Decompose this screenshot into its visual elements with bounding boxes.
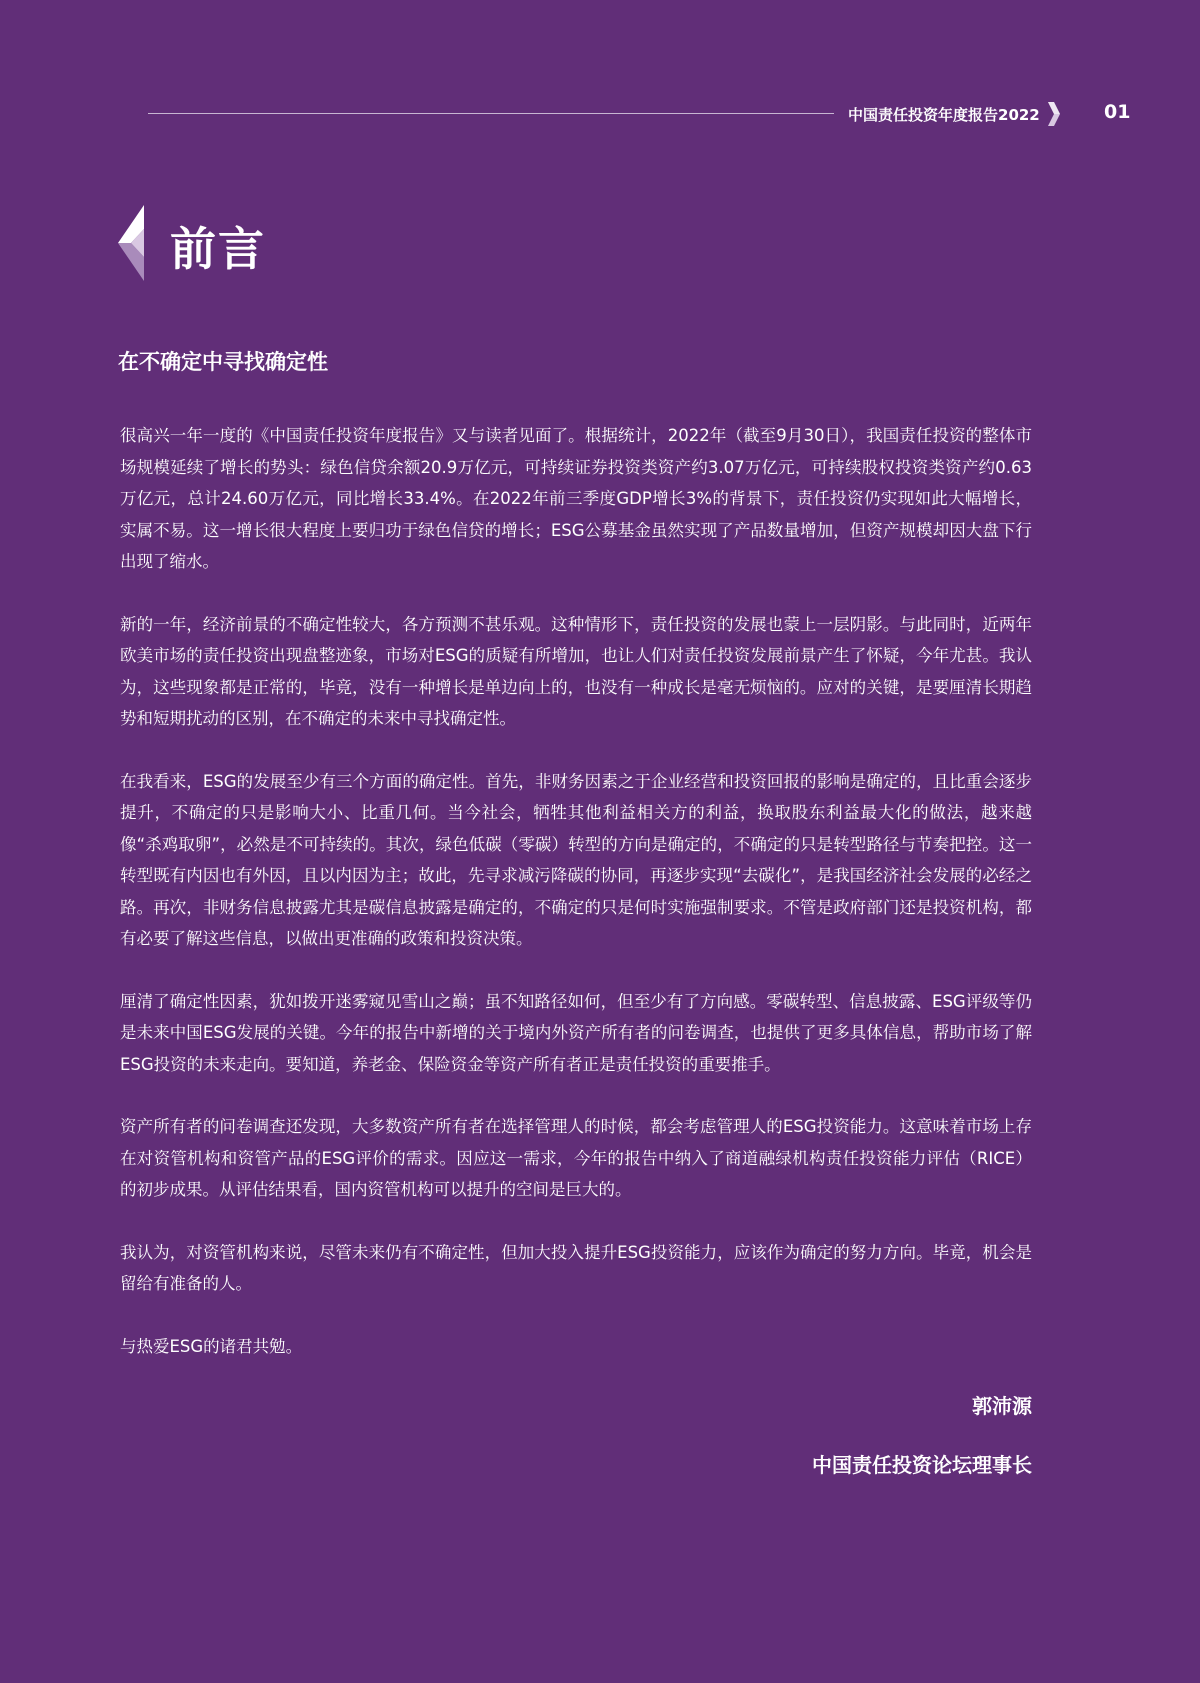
section-subtitle: 在不确定中寻找确定性: [118, 350, 328, 374]
report-title: 中国责任投资年度报告2022: [848, 106, 1040, 124]
paragraph-7: 与热爱ESG的诸君共勉。: [120, 1336, 303, 1356]
page-title: 前言: [170, 222, 266, 276]
paragraph-3: 在我看来，ESG的发展至少有三个方面的确定性。首先，非财务因素之于企业经营和投资回报的影响是确定的，且比重会逐步提升，不确定的只是影响大小、比重几何。当今社会，牺牲其他利益相关方的利益，换取股东利益最大化的做法，越来越像“杀鸡取卵”，必然是不可持续的。其次，绿色低碳（零碳）转型的方向是确定的，不确定的只是转型路径与节奏把控。这一转型既有内因也有外因，且以内因为主；故此，先寻求减污降碳的协同，再逐步实现“去碳化”，是我国经济社会发展的必经之路。再次，非财务信息披露尤其是碳信息披露是确定的，不确定的只是何时实施强制要求。不管是政府部门还是投资机构，都有必要了解这些信息，以做出更准确的政策和投资决策。: [120, 771, 1032, 948]
chevron-right-icon: [1048, 102, 1060, 126]
paragraph-6: 我认为，对资管机构来说，尽管未来仍有不确定性，但加大投入提升ESG投资能力，应该作为确定的努力方向。毕竟，机会是留给有准备的人。: [120, 1242, 1032, 1293]
paragraph-5: 资产所有者的问卷调查还发现，大多数资产所有者在选择管理人的时候，都会考虑管理人的ESG投资能力。这意味着市场上存在对资管机构和资管产品的ESG评价的需求。因应这一需求，今年的报告中纳入了商道融绿机构责任投资能力评估（RICE）的初步成果。从评估结果看，国内资管机构可以提升的空间是巨大的。: [120, 1117, 1032, 1199]
paragraph-1: 很高兴一年一度的《中国责任投资年度报告》又与读者见面了。根据统计，2022年（截至9月30日），我国责任投资的整体市场规模延续了增长的势头：绿色信贷余额20.9万亿元，可持续证券投资类资产约3.07万亿元，可持续股权投资类资产约0.63万亿元，总计24.60万亿元，同比增长33.4%。在2022年前三季度GDP增长3%的背景下，责任投资仍实现如此大幅增长，实属不易。这一增长很大程度上要归功于绿色信贷的增长；ESG公募基金虽然实现了产品数量增加，但资产规模却因大盘下行出现了缩水。: [120, 426, 1032, 571]
author-position: 中国责任投资论坛理事长: [812, 1453, 1032, 1477]
page-number: 01: [1104, 101, 1131, 123]
chevron-left-icon: [118, 205, 144, 281]
body-text: [120, 420, 1032, 1393]
signature-block: [812, 1390, 1032, 1478]
page-header: [148, 98, 1134, 132]
paragraph-2: 新的一年，经济前景的不确定性较大，各方预测不甚乐观。这种情形下，责任投资的发展也蒙上一层阴影。与此同时，近两年欧美市场的责任投资出现盘整迹象，市场对ESG的质疑有所增加，也让人们对责任投资发展前景产生了怀疑，今年尤甚。我认为，这些现象都是正常的，毕竟，没有一种增长是单边向上的，也没有一种成长是毫无烦恼的。应对的关键，是要厘清长期趋势和短期扰动的区别，在不确定的未来中寻找确定性。: [120, 614, 1032, 728]
paragraph-4: 厘清了确定性因素，犹如拨开迷雾窥见雪山之巅；虽不知路径如何，但至少有了方向感。零碳转型、信息披露、ESG评级等仍是未来中国ESG发展的关键。今年的报告中新增的关于境内外资产所有者的问卷调查，也提供了更多具体信息，帮助市场了解ESG投资的未来走向。要知道，养老金、保险资金等资产所有者正是责任投资的重要推手。: [120, 991, 1032, 1074]
header-divider: [148, 113, 834, 114]
author-name: 郭沛源: [972, 1394, 1032, 1418]
